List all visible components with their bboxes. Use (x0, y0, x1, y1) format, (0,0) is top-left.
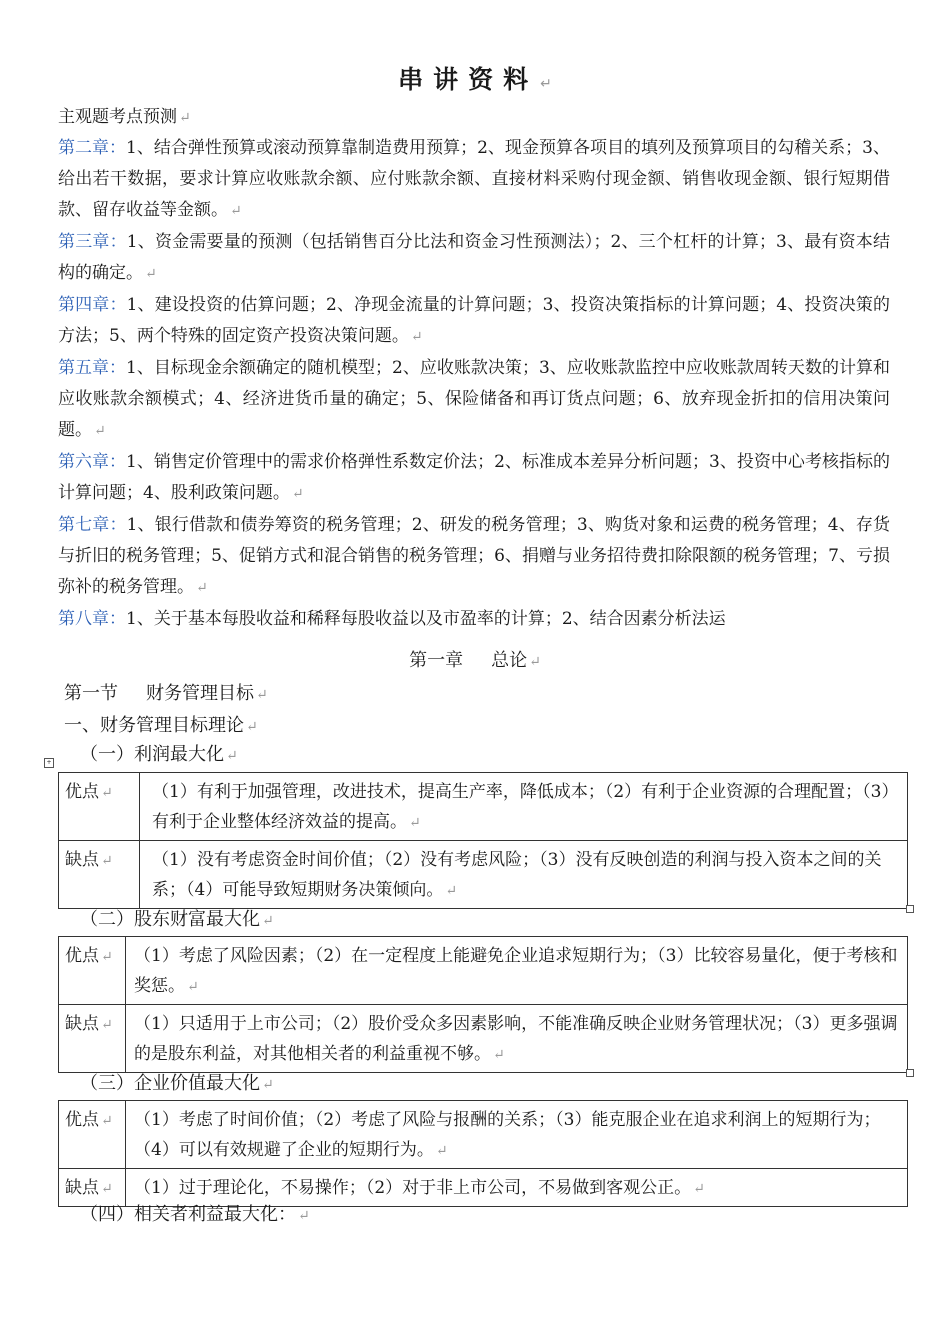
pros-text: （1）考虑了风险因素；（2）在一定程度上能避免企业追求短期行为；（3）比较容易量化，便于考核和奖惩。 ↵ (126, 937, 908, 1005)
goal-heading-enterprise-value: （三）企业价值最大化 ↵ (80, 1073, 274, 1094)
page-title: 串讲资料 ↵ (398, 65, 552, 94)
cons-label: 缺点 ↵ (59, 1005, 126, 1073)
cons-text: （1）没有考虑资金时间价值；（2）没有考虑风险；（3）没有反映创造的利润与投入资本之间的关系；（4）可能导致短期财务决策倾向。 ↵ (140, 841, 908, 909)
chapter-3-forecast: 第三章：1、资金需要量的预测（包括销售百分比法和资金习性预测法）；2、三个杠杆的计算；3、最有资本结构的确定。 ↵ (58, 232, 890, 283)
enterprise-value-table (58, 1100, 908, 1207)
table-resize-handle-icon[interactable] (906, 1069, 914, 1077)
shareholder-wealth-table (58, 936, 908, 1073)
pros-label: 优点 ↵ (59, 773, 140, 841)
chapter-6-forecast: 第六章：1、销售定价管理中的需求价格弹性系数定价法；2、标准成本差异分析问题；3、投资中心考核指标的计算问题；4、股利政策问题。 ↵ (58, 452, 890, 503)
goal-heading-shareholder: （二）股东财富最大化 ↵ (80, 909, 274, 930)
pros-label: 优点 ↵ (59, 1101, 126, 1169)
table-move-handle-icon[interactable]: + (44, 758, 54, 768)
table-resize-handle-icon[interactable] (906, 905, 914, 913)
cons-label: 缺点 ↵ (59, 841, 140, 909)
exam-forecast-section (58, 102, 890, 626)
theory-heading: 一、财务管理目标理论 ↵ (64, 715, 258, 736)
table-row (59, 841, 908, 909)
cons-text: （1）过于理论化，不易操作；（2）对于非上市公司，不易做到客观公正。 ↵ (126, 1169, 908, 1207)
chapter-8-forecast: 第八章：1、关于基本每股收益和稀释每股收益以及市盈率的计算；2、结合因素分析法运 (58, 609, 726, 626)
goal-heading-stakeholder: （四）相关者利益最大化： ↵ (80, 1204, 310, 1225)
pros-text: （1）考虑了时间价值；（2）考虑了风险与报酬的关系；（3）能克服企业在追求利润上的短期行为；（4）可以有效规避了企业的短期行为。 ↵ (126, 1101, 908, 1169)
chapter-2-forecast: 第二章：1、结合弹性预算或滚动预算靠制造费用预算；2、现金预算各项目的填列及预算项目的勾稽关系；3、给出若干数据，要求计算应收账款余额、应付账款余额、直接材料采购付现金额、销售收现金额、银行短期借款、留存收益等金额。 ↵ (58, 138, 890, 220)
profit-maximization-table (58, 772, 908, 909)
goal-heading-profit: （一）利润最大化 ↵ (80, 744, 238, 765)
table-row (59, 773, 908, 841)
table-row (59, 937, 908, 1005)
cons-text: （1）只适用于上市公司；（2）股价受众多因素影响，不能准确反映企业财务管理状况；（3）更多强调的是股东利益，对其他相关者的利益重视不够。 ↵ (126, 1005, 908, 1073)
section-heading: 第一节 财务管理目标 ↵ (64, 683, 268, 704)
chapter-4-forecast: 第四章：1、建设投资的估算问题；2、净现金流量的计算问题；3、投资决策指标的计算问题；4、投资决策的方法；5、两个特殊的固定资产投资决策问题。 ↵ (58, 295, 890, 346)
chapter-1-title: 第一章 总论 ↵ (409, 650, 541, 671)
pros-text: （1）有利于加强管理，改进技术，提高生产率，降低成本；（2）有利于企业资源的合理配置；（3）有利于企业整体经济效益的提高。 ↵ (140, 773, 908, 841)
pros-label: 优点 ↵ (59, 937, 126, 1005)
forecast-subheading: 主观题考点预测 ↵ (58, 107, 191, 127)
chapter-5-forecast: 第五章：1、目标现金余额确定的随机模型；2、应收账款决策；3、应收账款监控中应收账款周转天数的计算和应收账款余额模式；4、经济进货币量的确定；5、保险储备和再订货点问题；6、放弃现金折扣的信用决策问题。 ↵ (58, 358, 890, 440)
cons-label: 缺点 ↵ (59, 1169, 126, 1207)
table-row (59, 1005, 908, 1073)
chapter-7-forecast: 第七章：1、银行借款和债券筹资的税务管理；2、研发的税务管理；3、购货对象和运费的税务管理；4、存货与折旧的税务管理；5、促销方式和混合销售的税务管理；6、捐赠与业务招待费扣除限额的税务管理；7、亏损弥补的税务管理。 ↵ (58, 515, 890, 597)
table-row (59, 1101, 908, 1169)
